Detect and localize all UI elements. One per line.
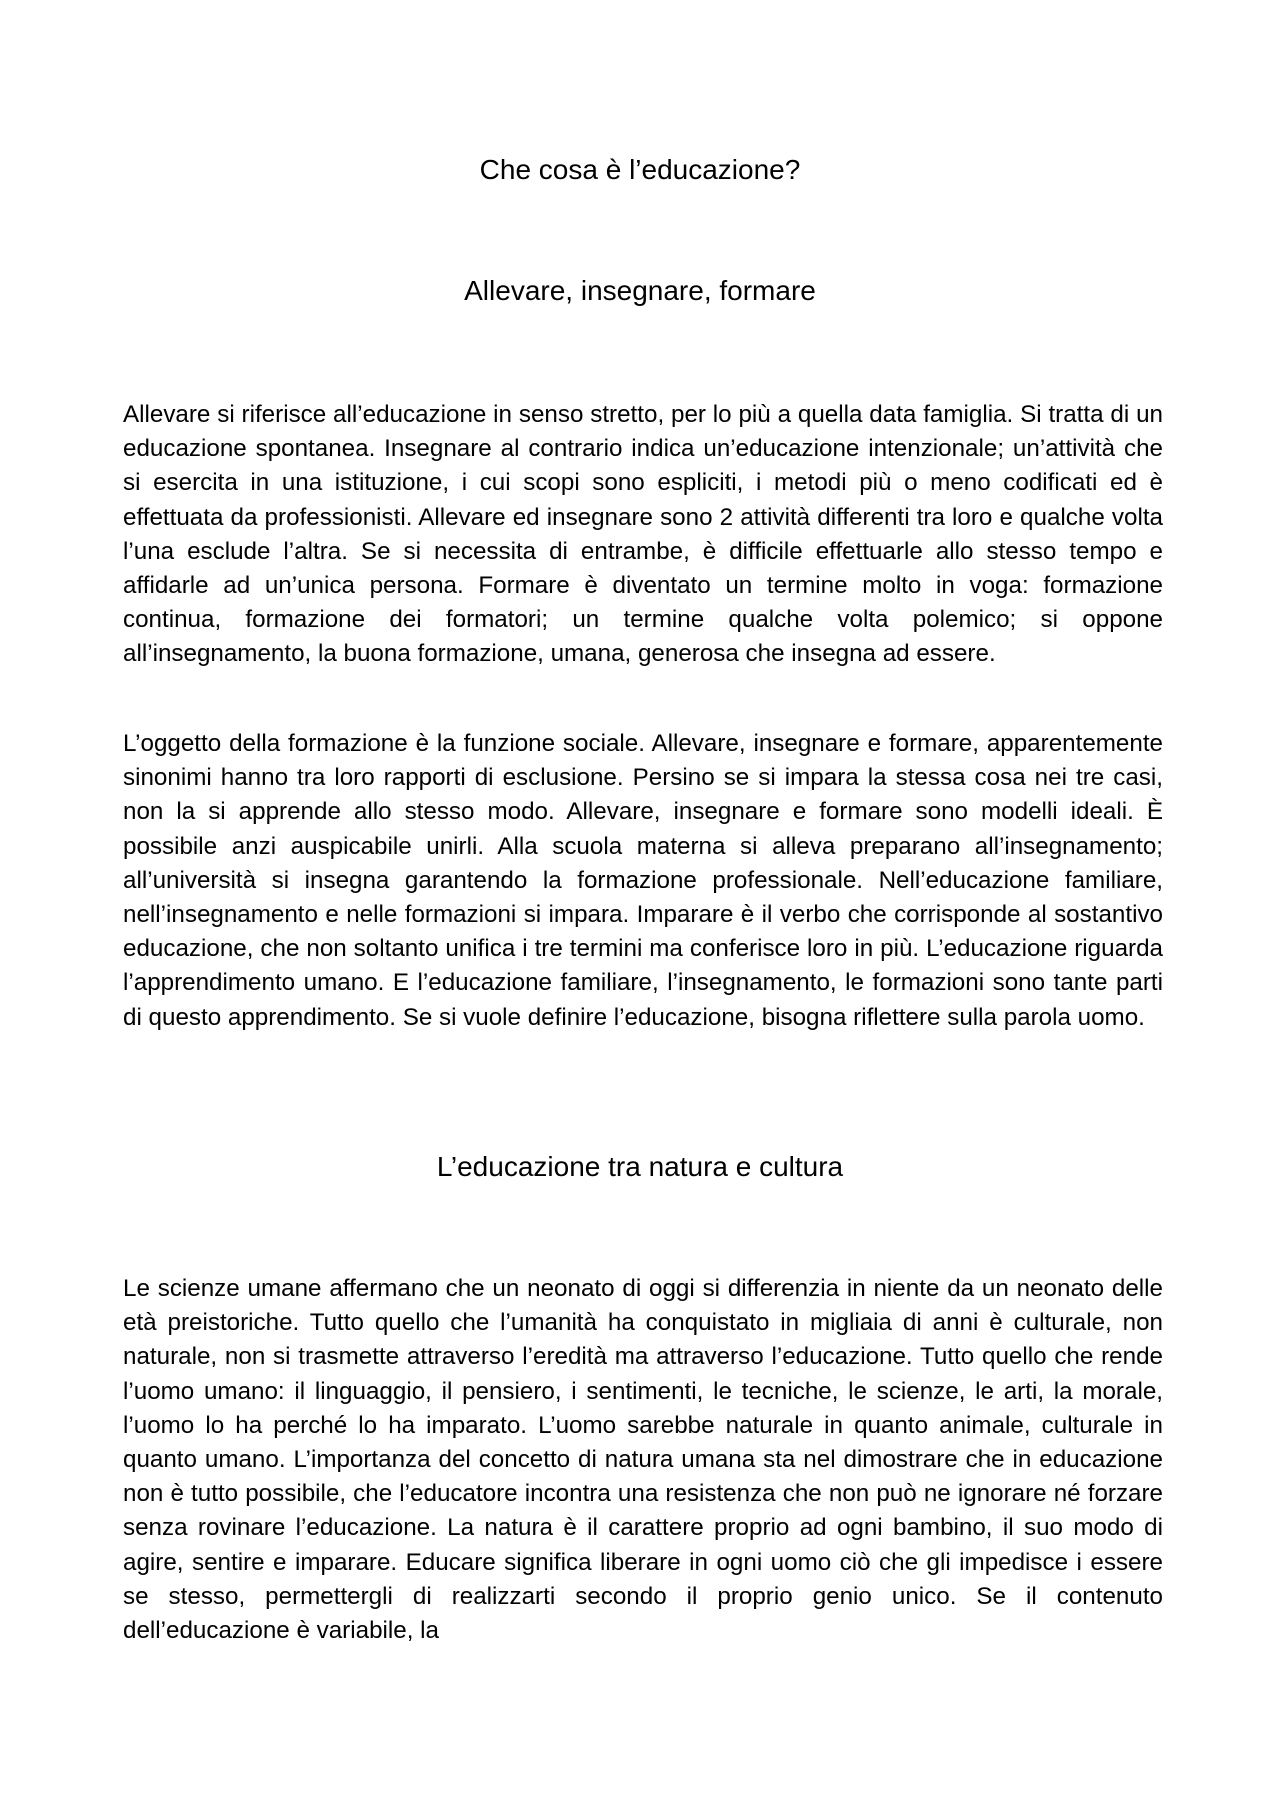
section-heading-allevare: Allevare, insegnare, formare [464, 275, 816, 306]
document-title: Che cosa è l’educazione? [479, 154, 801, 185]
section-heading-natura-cultura: L’educazione tra natura e cultura [436, 1151, 844, 1182]
paragraph: Allevare si riferisce all’educazione in senso stretto, per lo più a quella data famiglia. Si tratta di un educazione spontanea. Insegnare al contrario indica un’educazione intenzionale; un’attività che si esercita in una istituzione, i cui scopi sono espliciti, i metodi più o meno codificati ed è effettuata da professionisti. Allevare ed insegnare sono 2 attività differenti tra loro e qualche volta l’una esclude l’altra. Se si necessita di entrambe, è difficile effettuarle allo stesso tempo e affidarle ad un’unica persona. Formare è diventato un termine molto in voga: formazione continua, formazione dei formatori; un termine qualche volta polemico; si oppone all’insegnamento, la buona formazione, umana, generosa che insegna ad essere. [123, 401, 1163, 668]
paragraph: Le scienze umane affermano che un neonato di oggi si differenzia in niente da un neonato delle età preistoriche. Tutto quello che l’umanità ha conquistato in migliaia di anni è culturale, non naturale, non si trasmette attraverso l’eredità ma attraverso l’educazione. Tutto quello che rende l’uomo umano: il linguaggio, il pensiero, i sentimenti, le tecniche, le scienze, le arti, la morale, l’uomo lo ha perché lo ha imparato. L’uomo sarebbe naturale in quanto animale, culturale in quanto umano. L’importanza del concetto di natura umana sta nel dimostrare che in educazione non è tutto possibile, che l’educatore incontra una resistenza che non può ne ignorare né forzare senza rovinare l’educazione. La natura è il carattere proprio ad ogni bambino, il suo modo di agire, sentire e imparare. Educare significa liberare in ogni uomo ciò che gli impedisce i essere se stesso, permettergli di realizzarti secondo il proprio genio unico. Se il contenuto dell’educazione è variabile, la [123, 1275, 1163, 1645]
paragraph: L’oggetto della formazione è la funzione sociale. Allevare, insegnare e formare, apparentemente sinonimi hanno tra loro rapporti di esclusione. Persino se si impara la stessa cosa nei tre casi, non la si apprende allo stesso modo. Allevare, insegnare e formare sono modelli ideali. È possibile anzi auspicabile unirli. Alla scuola materna si alleva preparano all’insegnamento; all’università si insegna garantendo la formazione professionale. Nell’educazione familiare, nell’insegnamento e nelle formazioni si impara. Imparare è il verbo che corrisponde al sostantivo educazione, che non soltanto unifica i tre termini ma conferisce loro in più. L’educazione riguarda l’apprendimento umano. E l’educazione familiare, l’insegnamento, le formazioni sono tante parti di questo apprendimento. Se si vuole definire l’educazione, bisogna riflettere sulla parola uomo. [123, 730, 1163, 1031]
